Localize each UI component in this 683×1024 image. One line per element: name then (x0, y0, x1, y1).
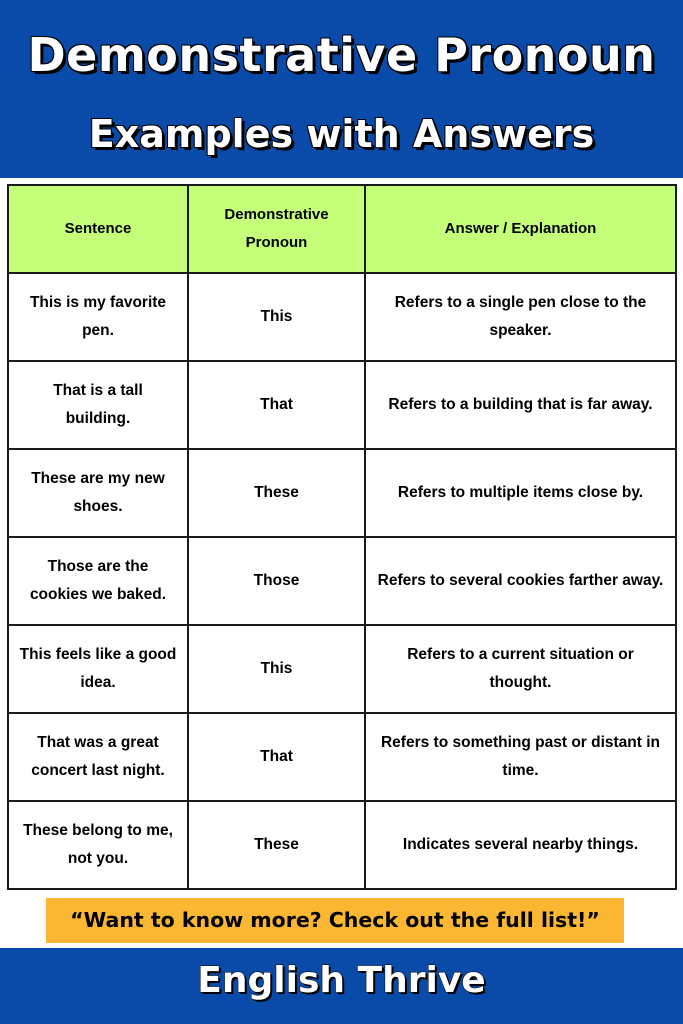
sentence-cell: That was a great concert last night. (8, 713, 188, 801)
pronoun-cell: That (188, 713, 365, 801)
footer-banner (0, 948, 683, 1024)
sentence-cell: Those are the cookies we baked. (8, 537, 188, 625)
explanation-cell: Refers to a building that is far away. (365, 361, 676, 449)
page-subtitle: Examples with Answers (88, 112, 595, 156)
column-header-explanation: Answer / Explanation (365, 185, 676, 273)
sentence-cell: That is a tall building. (8, 361, 188, 449)
page-title: Demonstrative Pronoun (27, 28, 656, 82)
sentence-cell: These are my new shoes. (8, 449, 188, 537)
sentence-cell: This is my favorite pen. (8, 273, 188, 361)
table-header-row (8, 185, 676, 273)
sentence-cell: These belong to me, not you. (8, 801, 188, 889)
pronoun-cell: Those (188, 537, 365, 625)
cta-banner[interactable]: “Want to know more? Check out the full list!” (46, 898, 624, 943)
explanation-cell: Refers to several cookies farther away. (365, 537, 676, 625)
explanation-cell: Refers to something past or distant in time. (365, 713, 676, 801)
brand-name: English Thrive (197, 960, 486, 1001)
pronoun-cell: This (188, 625, 365, 713)
explanation-cell: Indicates several nearby things. (365, 801, 676, 889)
examples-table (7, 184, 677, 890)
pronoun-cell: These (188, 449, 365, 537)
column-header-pronoun: Demonstrative Pronoun (188, 185, 365, 273)
table-row (8, 537, 676, 625)
sentence-cell: This feels like a good idea. (8, 625, 188, 713)
explanation-cell: Refers to multiple items close by. (365, 449, 676, 537)
header-banner (0, 0, 683, 178)
pronoun-cell: That (188, 361, 365, 449)
table-row (8, 713, 676, 801)
table-row (8, 449, 676, 537)
pronoun-cell: These (188, 801, 365, 889)
explanation-cell: Refers to a current situation or thought. (365, 625, 676, 713)
table-row (8, 801, 676, 889)
column-header-sentence: Sentence (8, 185, 188, 273)
pronoun-cell: This (188, 273, 365, 361)
table-row (8, 361, 676, 449)
table-row (8, 273, 676, 361)
table-row (8, 625, 676, 713)
explanation-cell: Refers to a single pen close to the speaker. (365, 273, 676, 361)
